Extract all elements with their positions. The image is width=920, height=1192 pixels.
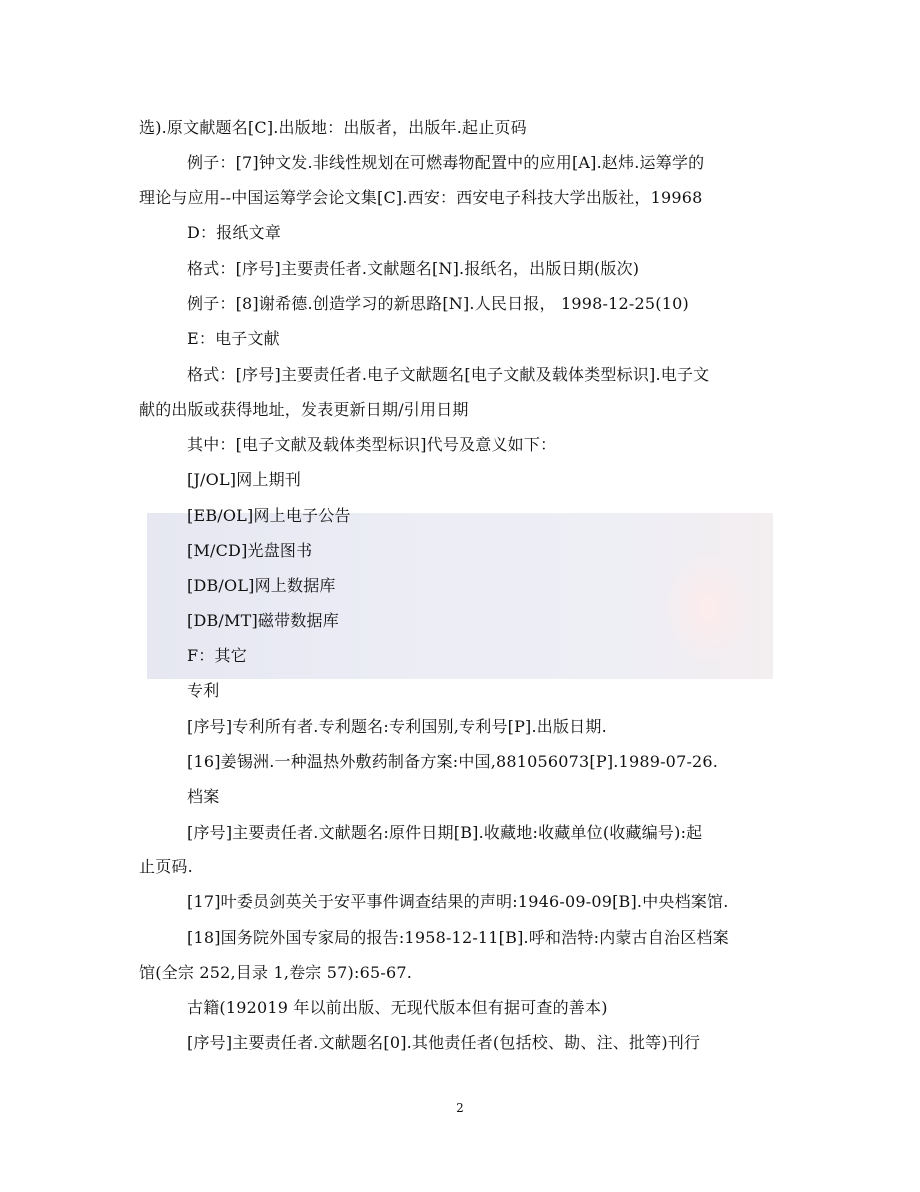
list-item: [DB/OL]网上数据库: [187, 576, 336, 595]
text-line: 献的出版或获得地址，发表更新日期/引用日期: [139, 400, 469, 419]
section-heading: F：其它: [187, 646, 247, 665]
text-line: 其中：[电子文献及载体类型标识]代号及意义如下：: [187, 435, 557, 454]
list-item: [EB/OL]网上电子公告: [187, 506, 351, 525]
text-line: 止页码.: [139, 857, 193, 876]
text-line: [16]姜锡洲.一种温热外敷药制备方案:中国,881056073[P].1989-07-26.: [187, 752, 719, 771]
section-heading: 专利: [187, 681, 220, 700]
text-line: 格式：[序号]主要责任者.文献题名[N].报纸名，出版日期(版次): [187, 259, 640, 278]
text-line: 格式：[序号]主要责任者.电子文献题名[电子文献及载体类型标识].电子文: [187, 365, 710, 384]
page-number: 2: [456, 1101, 464, 1115]
list-item: [J/OL]网上期刊: [187, 470, 302, 489]
section-heading: 古籍(192019 年以前出版、无现代版本但有据可查的善本): [187, 998, 608, 1017]
text-line: [序号]主要责任者.文献题名:原件日期[B].收藏地:收藏单位(收藏编号):起: [187, 823, 703, 842]
text-line: 例子：[8]谢希德.创造学习的新思路[N].人民日报， 1998-12-25(10): [187, 294, 689, 313]
text-line: 理论与应用--中国运筹学会论文集[C].西安：西安电子科技大学出版社，19968: [139, 188, 703, 207]
text-line: 例子：[7]钟文发.非线性规划在可燃毒物配置中的应用[A].赵炜.运筹学的: [187, 153, 705, 172]
text-line: [17]叶委员剑英关于安平事件调查结果的声明:1946-09-09[B].中央档案馆.: [187, 892, 729, 911]
text-line: 选).原文献题名[C].出版地：出版者，出版年.起止页码: [139, 118, 527, 137]
list-item: [DB/MT]磁带数据库: [187, 611, 339, 630]
text-line: [序号]主要责任者.文献题名[0].其他责任者(包括校、勘、注、批等)刊行: [187, 1033, 701, 1052]
section-heading: E：电子文献: [187, 329, 280, 348]
section-heading: D：报纸文章: [187, 223, 282, 242]
text-line: [18]国务院外国专家局的报告:1958-12-11[B].呼和浩特:内蒙古自治区档案: [187, 928, 729, 947]
text-line: 馆(全宗 252,目录 1,卷宗 57):65-67.: [139, 963, 412, 982]
section-heading: 档案: [187, 787, 220, 806]
list-item: [M/CD]光盘图书: [187, 541, 313, 560]
text-line: [序号]专利所有者.专利题名:专利国别,专利号[P].出版日期.: [187, 717, 607, 736]
